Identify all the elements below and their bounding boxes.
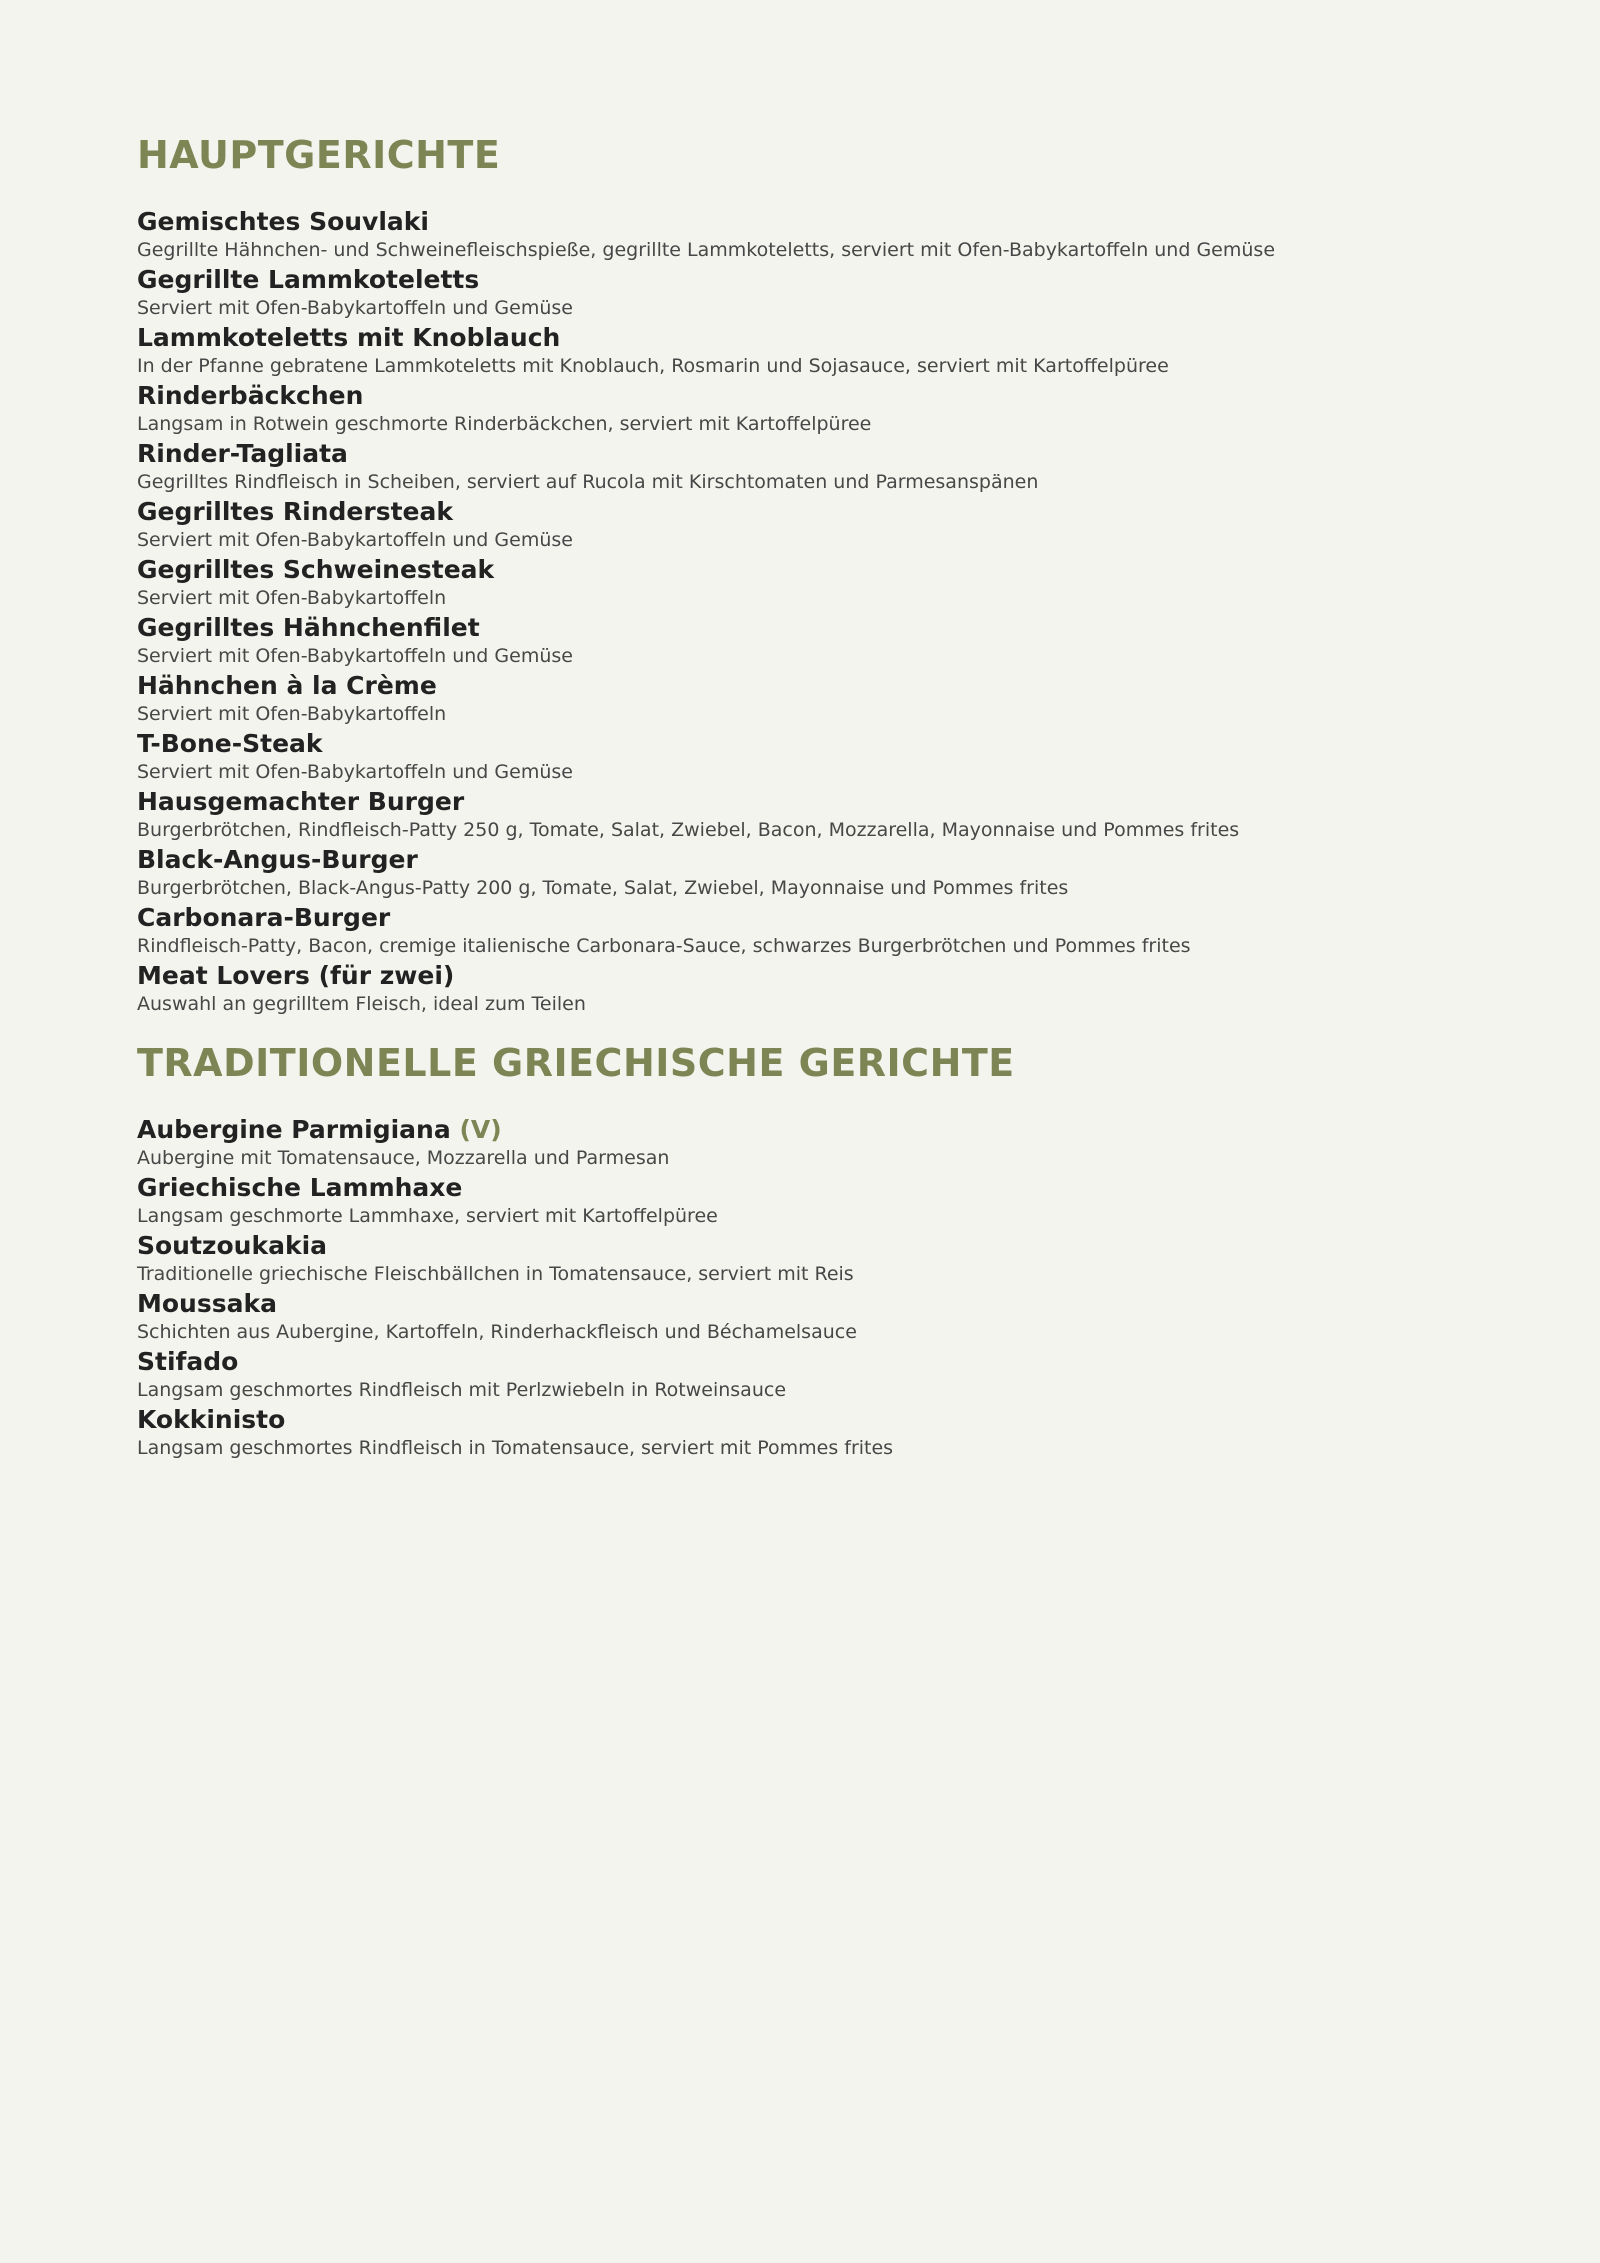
menu-item bbox=[137, 1346, 1467, 1404]
section-title: HAUPTGERICHTE bbox=[137, 133, 501, 177]
menu-item bbox=[137, 1404, 1467, 1462]
menu-item-name: Rinderbäckchen bbox=[137, 381, 364, 410]
menu-item-description: Gegrillte Hähnchen- und Schweinefleischspieße, gegrillte Lammkoteletts, serviert mit Ofen-Babykartoffeln und Gemüse bbox=[137, 239, 1276, 261]
menu-item bbox=[137, 554, 1467, 612]
menu-item-description: Langsam in Rotwein geschmorte Rinderbäckchen, serviert mit Kartoffelpüree bbox=[137, 413, 872, 435]
menu-item-list bbox=[137, 1114, 1467, 1462]
menu-item bbox=[137, 1172, 1467, 1230]
menu-item-description: Serviert mit Ofen-Babykartoffeln bbox=[137, 703, 447, 725]
menu-item bbox=[137, 902, 1467, 960]
menu-item-name: Hausgemachter Burger bbox=[137, 787, 465, 816]
menu-item-description: Aubergine mit Tomatensauce, Mozzarella und Parmesan bbox=[137, 1147, 670, 1169]
menu-item-name: T-Bone-Steak bbox=[137, 729, 323, 758]
menu-item-name: Carbonara-Burger bbox=[137, 903, 391, 932]
menu-item-description: Traditionelle griechische Fleischbällchen in Tomatensauce, serviert mit Reis bbox=[137, 1263, 854, 1285]
menu-item-name: Stifado bbox=[137, 1347, 239, 1376]
menu-item-name: Gegrilltes Hähnchenfilet bbox=[137, 613, 480, 642]
menu-item bbox=[137, 844, 1467, 902]
menu-item-name: Moussaka bbox=[137, 1289, 277, 1318]
menu-item bbox=[137, 380, 1467, 438]
menu-item-description: Gegrilltes Rindfleisch in Scheiben, serviert auf Rucola mit Kirschtomaten und Parmesanspänen bbox=[137, 471, 1039, 493]
menu-item-description: Auswahl an gegrilltem Fleisch, ideal zum Teilen bbox=[137, 993, 586, 1015]
menu-item-name: Aubergine Parmigiana bbox=[137, 1115, 451, 1144]
menu-item-description: Serviert mit Ofen-Babykartoffeln bbox=[137, 587, 447, 609]
menu-item-list bbox=[137, 206, 1467, 1018]
menu-item-name: Gemischtes Souvlaki bbox=[137, 207, 429, 236]
menu-item-description: Langsam geschmortes Rindfleisch in Tomatensauce, serviert mit Pommes frites bbox=[137, 1437, 894, 1459]
menu-item-name: Kokkinisto bbox=[137, 1405, 286, 1434]
menu-item-name: Gegrilltes Rindersteak bbox=[137, 497, 453, 526]
menu-item bbox=[137, 728, 1467, 786]
menu-item bbox=[137, 438, 1467, 496]
menu-item bbox=[137, 1114, 1467, 1172]
menu-item-name-row bbox=[137, 1114, 1467, 1145]
section-title: TRADITIONELLE GRIECHISCHE GERICHTE bbox=[137, 1041, 1015, 1085]
menu-item-name: Hähnchen à la Crème bbox=[137, 671, 437, 700]
menu-item-description: Burgerbrötchen, Black-Angus-Patty 200 g, Tomate, Salat, Zwiebel, Mayonnaise und Pommes frites bbox=[137, 877, 1069, 899]
menu-item-description: Schichten aus Aubergine, Kartoffeln, Rinderhackfleisch und Béchamelsauce bbox=[137, 1321, 857, 1343]
menu-item bbox=[137, 206, 1467, 264]
menu-item bbox=[137, 496, 1467, 554]
menu-item-name: Lammkoteletts mit Knoblauch bbox=[137, 323, 561, 352]
menu-item bbox=[137, 1230, 1467, 1288]
menu-item bbox=[137, 960, 1467, 1018]
menu-item-description: Langsam geschmortes Rindfleisch mit Perlzwiebeln in Rotweinsauce bbox=[137, 1379, 787, 1401]
menu-item-name: Gegrillte Lammkoteletts bbox=[137, 265, 480, 294]
menu-item-name: Soutzoukakia bbox=[137, 1231, 328, 1260]
menu-item-description: Serviert mit Ofen-Babykartoffeln und Gemüse bbox=[137, 761, 573, 783]
menu-page bbox=[137, 128, 1467, 1462]
menu-item-description: Burgerbrötchen, Rindfleisch-Patty 250 g, Tomate, Salat, Zwiebel, Bacon, Mozzarella, Mayonnaise und Pommes frites bbox=[137, 819, 1240, 841]
menu-item-description: Serviert mit Ofen-Babykartoffeln und Gemüse bbox=[137, 297, 573, 319]
menu-item-description: In der Pfanne gebratene Lammkoteletts mit Knoblauch, Rosmarin und Sojasauce, serviert mit Kartoffelpüree bbox=[137, 355, 1169, 377]
menu-item-description: Rindfleisch-Patty, Bacon, cremige italienische Carbonara-Sauce, schwarzes Burgerbrötchen und Pommes frites bbox=[137, 935, 1191, 957]
menu-item-name: Gegrilltes Schweinesteak bbox=[137, 555, 495, 584]
menu-item bbox=[137, 264, 1467, 322]
menu-item bbox=[137, 786, 1467, 844]
menu-item-description: Serviert mit Ofen-Babykartoffeln und Gemüse bbox=[137, 645, 573, 667]
menu-item-name: Rinder-Tagliata bbox=[137, 439, 348, 468]
menu-item-description: Serviert mit Ofen-Babykartoffeln und Gemüse bbox=[137, 529, 573, 551]
menu-item bbox=[137, 322, 1467, 380]
menu-item bbox=[137, 612, 1467, 670]
menu-item-name: Meat Lovers (für zwei) bbox=[137, 961, 455, 990]
menu-item bbox=[137, 670, 1467, 728]
menu-section-greek-dishes bbox=[137, 1036, 1467, 1462]
menu-item-name: Black-Angus-Burger bbox=[137, 845, 418, 874]
menu-item-description: Langsam geschmorte Lammhaxe, serviert mit Kartoffelpüree bbox=[137, 1205, 718, 1227]
menu-item-name: Griechische Lammhaxe bbox=[137, 1173, 463, 1202]
vegetarian-tag: (V) bbox=[459, 1115, 502, 1144]
menu-section-main-courses bbox=[137, 128, 1467, 1018]
menu-item bbox=[137, 1288, 1467, 1346]
